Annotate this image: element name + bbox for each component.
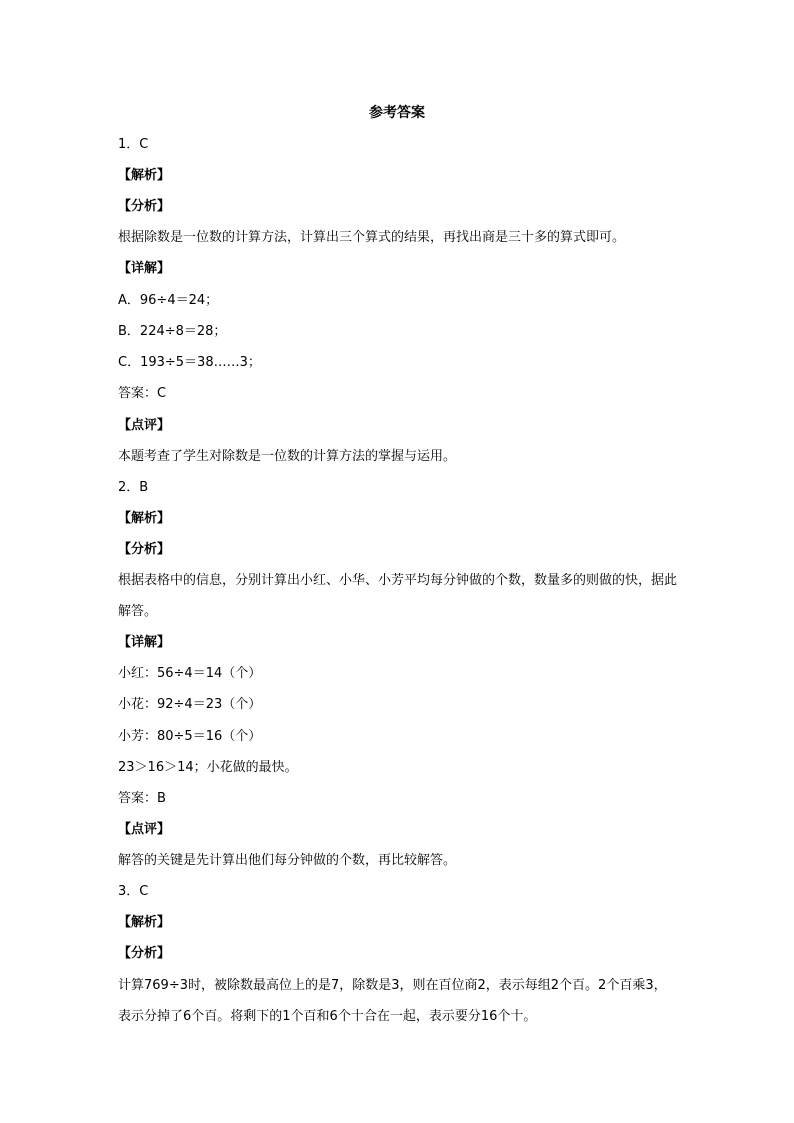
- question-3-answer: 3．C: [118, 884, 149, 899]
- section-reasoning-heading: 【分析】: [118, 542, 171, 557]
- calc-line: 小红：56÷4＝14（个）: [118, 666, 262, 681]
- calc-line: A．96÷4＝24；: [118, 293, 219, 308]
- comment-text: 本题考查了学生对除数是一位数的计算方法的掌握与运用。: [118, 449, 457, 464]
- analysis-text: 根据表格中的信息，分别计算出小红、小华、小芳平均每分钟做的个数，数量多的则做的快，据此解答。: [118, 573, 678, 619]
- calc-line: 小芳：80÷5＝16（个）: [118, 729, 262, 744]
- analysis-text: 计算769÷3时，被除数最高位上的是7，除数是3，则在百位商2，表示每组2个百。2个百乘3，表示分掉了6个百。将剩下的1个百和6个十合在一起，表示要分16个十。: [118, 978, 667, 1024]
- section-detail-heading: 【详解】: [118, 261, 171, 276]
- section-detail-heading: 【详解】: [118, 635, 171, 650]
- analysis-text: 根据除数是一位数的计算方法，计算出三个算式的结果，再找出商是三十多的算式即可。: [118, 230, 626, 245]
- section-comment-heading: 【点评】: [118, 822, 171, 837]
- section-analysis-heading: 【解析】: [118, 168, 171, 183]
- section-analysis-heading: 【解析】: [118, 915, 171, 930]
- answer-line: 答案：C: [118, 386, 167, 401]
- section-reasoning-heading: 【分析】: [118, 946, 171, 961]
- comment-text: 解答的关键是先计算出他们每分钟做的个数，再比较解答。: [118, 853, 457, 868]
- question-1-answer: 1．C: [118, 137, 149, 152]
- question-2-answer: 2．B: [118, 480, 149, 495]
- section-analysis-heading: 【解析】: [118, 511, 171, 526]
- answer-line: 答案：B: [118, 791, 166, 806]
- page-title: 参考答案: [369, 105, 425, 121]
- section-comment-heading: 【点评】: [118, 418, 171, 433]
- calc-line: B．224÷8＝28；: [118, 324, 227, 339]
- comparison-line: 23＞16＞14；小花做的最快。: [118, 760, 298, 775]
- section-reasoning-heading: 【分析】: [118, 199, 171, 214]
- calc-line: 小花：92÷4＝23（个）: [118, 697, 262, 712]
- calc-line: C．193÷5＝38……3；: [118, 355, 261, 370]
